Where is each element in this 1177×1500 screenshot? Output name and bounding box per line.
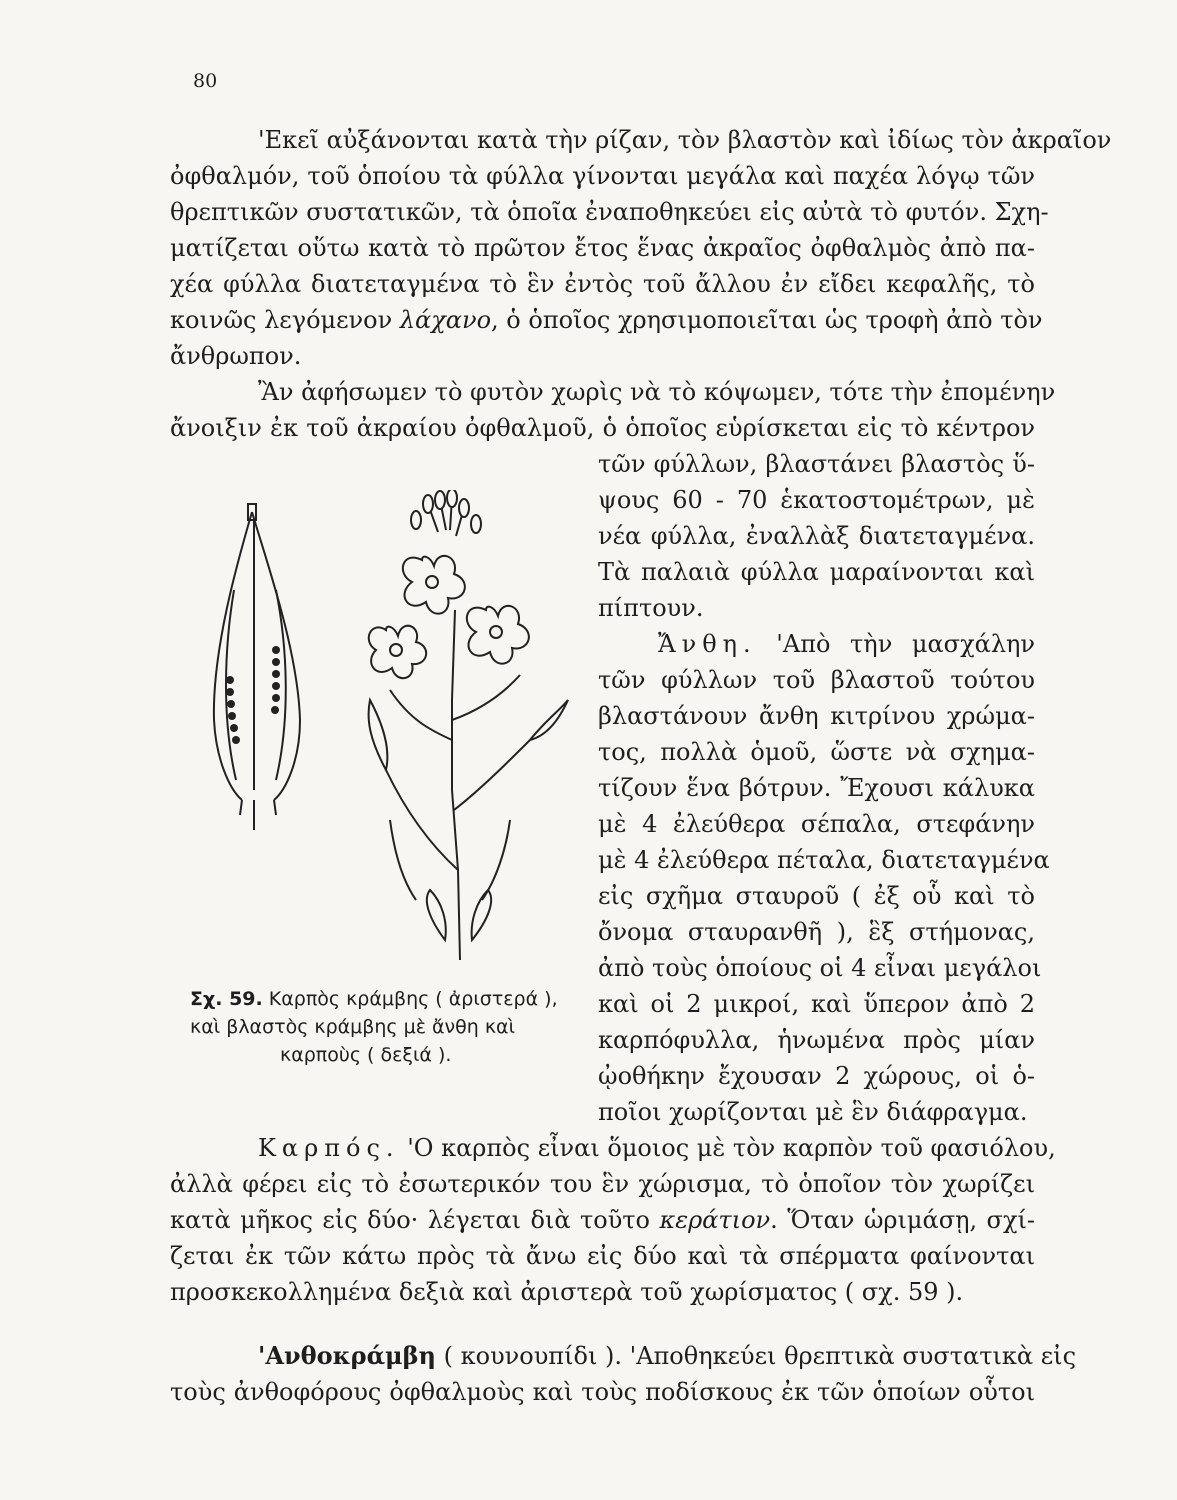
text-run: 'Ο καρπὸς εἶναι ὅμοιος μὲ τὸν καρπὸν τοῦ φασιόλου,: [407, 1134, 1056, 1162]
text-line: ἀπὸ τοὺς ὁποίους οἱ 4 εἶναι μεγάλοι: [598, 954, 1042, 982]
caption-line: [190, 985, 590, 1013]
text-line: [170, 1204, 1035, 1236]
text-line: ἀλλὰ φέρει εἰς τὸ ἐσωτερικόν του ἓν χώρισμα, τὸ ὁποῖον τὸν χωρίζει: [170, 1170, 1035, 1198]
figure-caption: [190, 985, 590, 1069]
figure-illustration: [190, 490, 585, 970]
text-line: τῶν φύλλων, βλαστάνει βλαστὸς ὕ-: [598, 450, 1035, 478]
section-heading-karpos: Καρπός.: [258, 1134, 400, 1162]
text-line: χέα φύλλα διατεταγμένα τὸ ἓν ἐντὸς τοῦ ἄλλου ἐν εἴδει κεφαλῆς, τὸ: [170, 270, 1035, 298]
text-line: ὀφθαλμόν, τοῦ ὁποίου τὰ φύλλα γίνονται μεγάλα καὶ παχέα λόγῳ τῶν: [170, 162, 1035, 190]
text-line: [258, 1340, 1077, 1372]
text-line: ψους 60 - 70 ἑκατοστομέτρων, μὲ: [598, 486, 1035, 514]
text-line: καὶ οἱ 2 μικροί, καὶ ὕπερον ἀπὸ 2: [598, 990, 1035, 1018]
term-lachano: λάχανο: [399, 306, 492, 334]
text-line: εἰς σχῆμα σταυροῦ ( ἐξ οὗ καὶ τὸ: [598, 882, 1035, 910]
caption-line: καὶ βλαστὸς κράμβης μὲ ἄνθη καὶ: [190, 1016, 516, 1038]
text-line: ποῖοι χωρίζονται μὲ ἓν διάφραγμα.: [598, 1098, 1028, 1126]
text-run: . Ὅταν ὡριμάσῃ, σχί-: [770, 1206, 1036, 1234]
text-line: [170, 304, 1043, 336]
text-line: προσκεκολλημένα δεξιὰ καὶ ἀριστερὰ τοῦ χωρίσματος ( σχ. 59 ).: [170, 1278, 964, 1306]
text-line: καρπόφυλλα, ἡνωμένα πρὸς μίαν: [598, 1026, 1035, 1054]
text-run: , ὁ ὁποῖος χρησιμοποιεῖται ὡς τροφὴ ἀπὸ τὸν: [491, 306, 1043, 334]
text-line: τῶν φύλλων τοῦ βλαστοῦ τούτου: [598, 666, 1035, 694]
flower-cluster: [369, 490, 529, 678]
text-line: τίζουν ἕνα βότρυν. Ἔχουσι κάλυκα: [598, 774, 1035, 802]
text-line: Ἂν ἀφήσωμεν τὸ φυτὸν χωρὶς νὰ τὸ κόψωμεν, τότε τὴν ἐπομένην: [258, 378, 1056, 406]
text-line: ᾠοθήκην ἔχουσαν 2 χώρους, οἱ ὁ-: [598, 1062, 1035, 1090]
page-number: 80: [193, 70, 218, 92]
section-heading-anthi: Ἄνθη.: [658, 630, 757, 658]
text-line: μὲ 4 ἐλεύθερα σέπαλα, στεφάνην: [598, 810, 1035, 838]
text-run: κατὰ μῆκος εἰς δύο· λέγεται διὰ τοῦτο: [170, 1206, 660, 1234]
text-line: πίπτουν.: [598, 594, 704, 622]
text-line: ὄνομα σταυρανθῆ ), ἓξ στήμονας,: [598, 918, 1035, 946]
text-line: ζεται ἐκ τῶν κάτω πρὸς τὰ ἄνω εἰς δύο καὶ τὰ σπέρματα φαίνονται: [170, 1242, 1035, 1270]
text-line: ἄνθρωπον.: [170, 342, 302, 370]
text-line: [258, 1132, 1056, 1164]
text-line: ματίζεται οὕτω κατὰ τὸ πρῶτον ἔτος ἕνας ἀκραῖος ὀφθαλμὸς ἀπὸ πα-: [170, 234, 1035, 262]
text-line: τος, πολλὰ ὁμοῦ, ὥστε νὰ σχημα-: [598, 738, 1035, 766]
text-line: ἄνοιξιν ἐκ τοῦ ἀκραίου ὀφθαλμοῦ, ὁ ὁποῖος εὑρίσκεται εἰς τὸ κέντρον: [170, 414, 1035, 442]
text-run: κοινῶς λεγόμενον: [170, 306, 400, 334]
text-line: 'Εκεῖ αὐξάνονται κατὰ τὴν ρίζαν, τὸν βλαστὸν καὶ ἰδίως τὸν ἀκραῖον: [258, 126, 1112, 154]
text-run: 'Απὸ τὴν μασχάλην: [776, 630, 1035, 658]
text-line: βλαστάνουν ἄνθη κιτρίνου χρώμα-: [598, 702, 1035, 730]
text-line: νέα φύλλα, ἐναλλὰξ διατεταγμένα.: [598, 522, 1035, 550]
text-line: τοὺς ἀνθοφόρους ὀφθαλμοὺς καὶ τοὺς ποδίσκους ἐκ τῶν ὁποίων οὗτοι: [170, 1378, 1035, 1406]
text-line: [658, 628, 1035, 660]
caption-line: καρποὺς ( δεξιά ).: [280, 1044, 452, 1066]
text-line: μὲ 4 ἐλεύθερα πέταλα, διατεταγμένα: [598, 846, 1050, 874]
section-heading-anthokramvi: 'Ανθοκράμβη: [258, 1341, 437, 1370]
figure-number: Σχ. 59.: [190, 988, 263, 1010]
text-line: Τὰ παλαιὰ φύλλα μαραίνονται καὶ: [598, 558, 1035, 586]
text-run: ( κουνουπίδι ). 'Αποθηκεύει θρεπτικὰ συστατικὰ εἰς: [436, 1342, 1077, 1370]
cabbage-pod-illustration: [214, 504, 300, 830]
term-keration: κεράτιον: [659, 1206, 771, 1234]
text-line: θρεπτικῶν συστατικῶν, τὰ ὁποῖα ἐναποθηκεύει εἰς αὐτὰ τὸ φυτόν. Σχη-: [170, 198, 1049, 226]
caption-text: Καρπὸς κράμβης ( ἀριστερά ),: [268, 988, 558, 1010]
